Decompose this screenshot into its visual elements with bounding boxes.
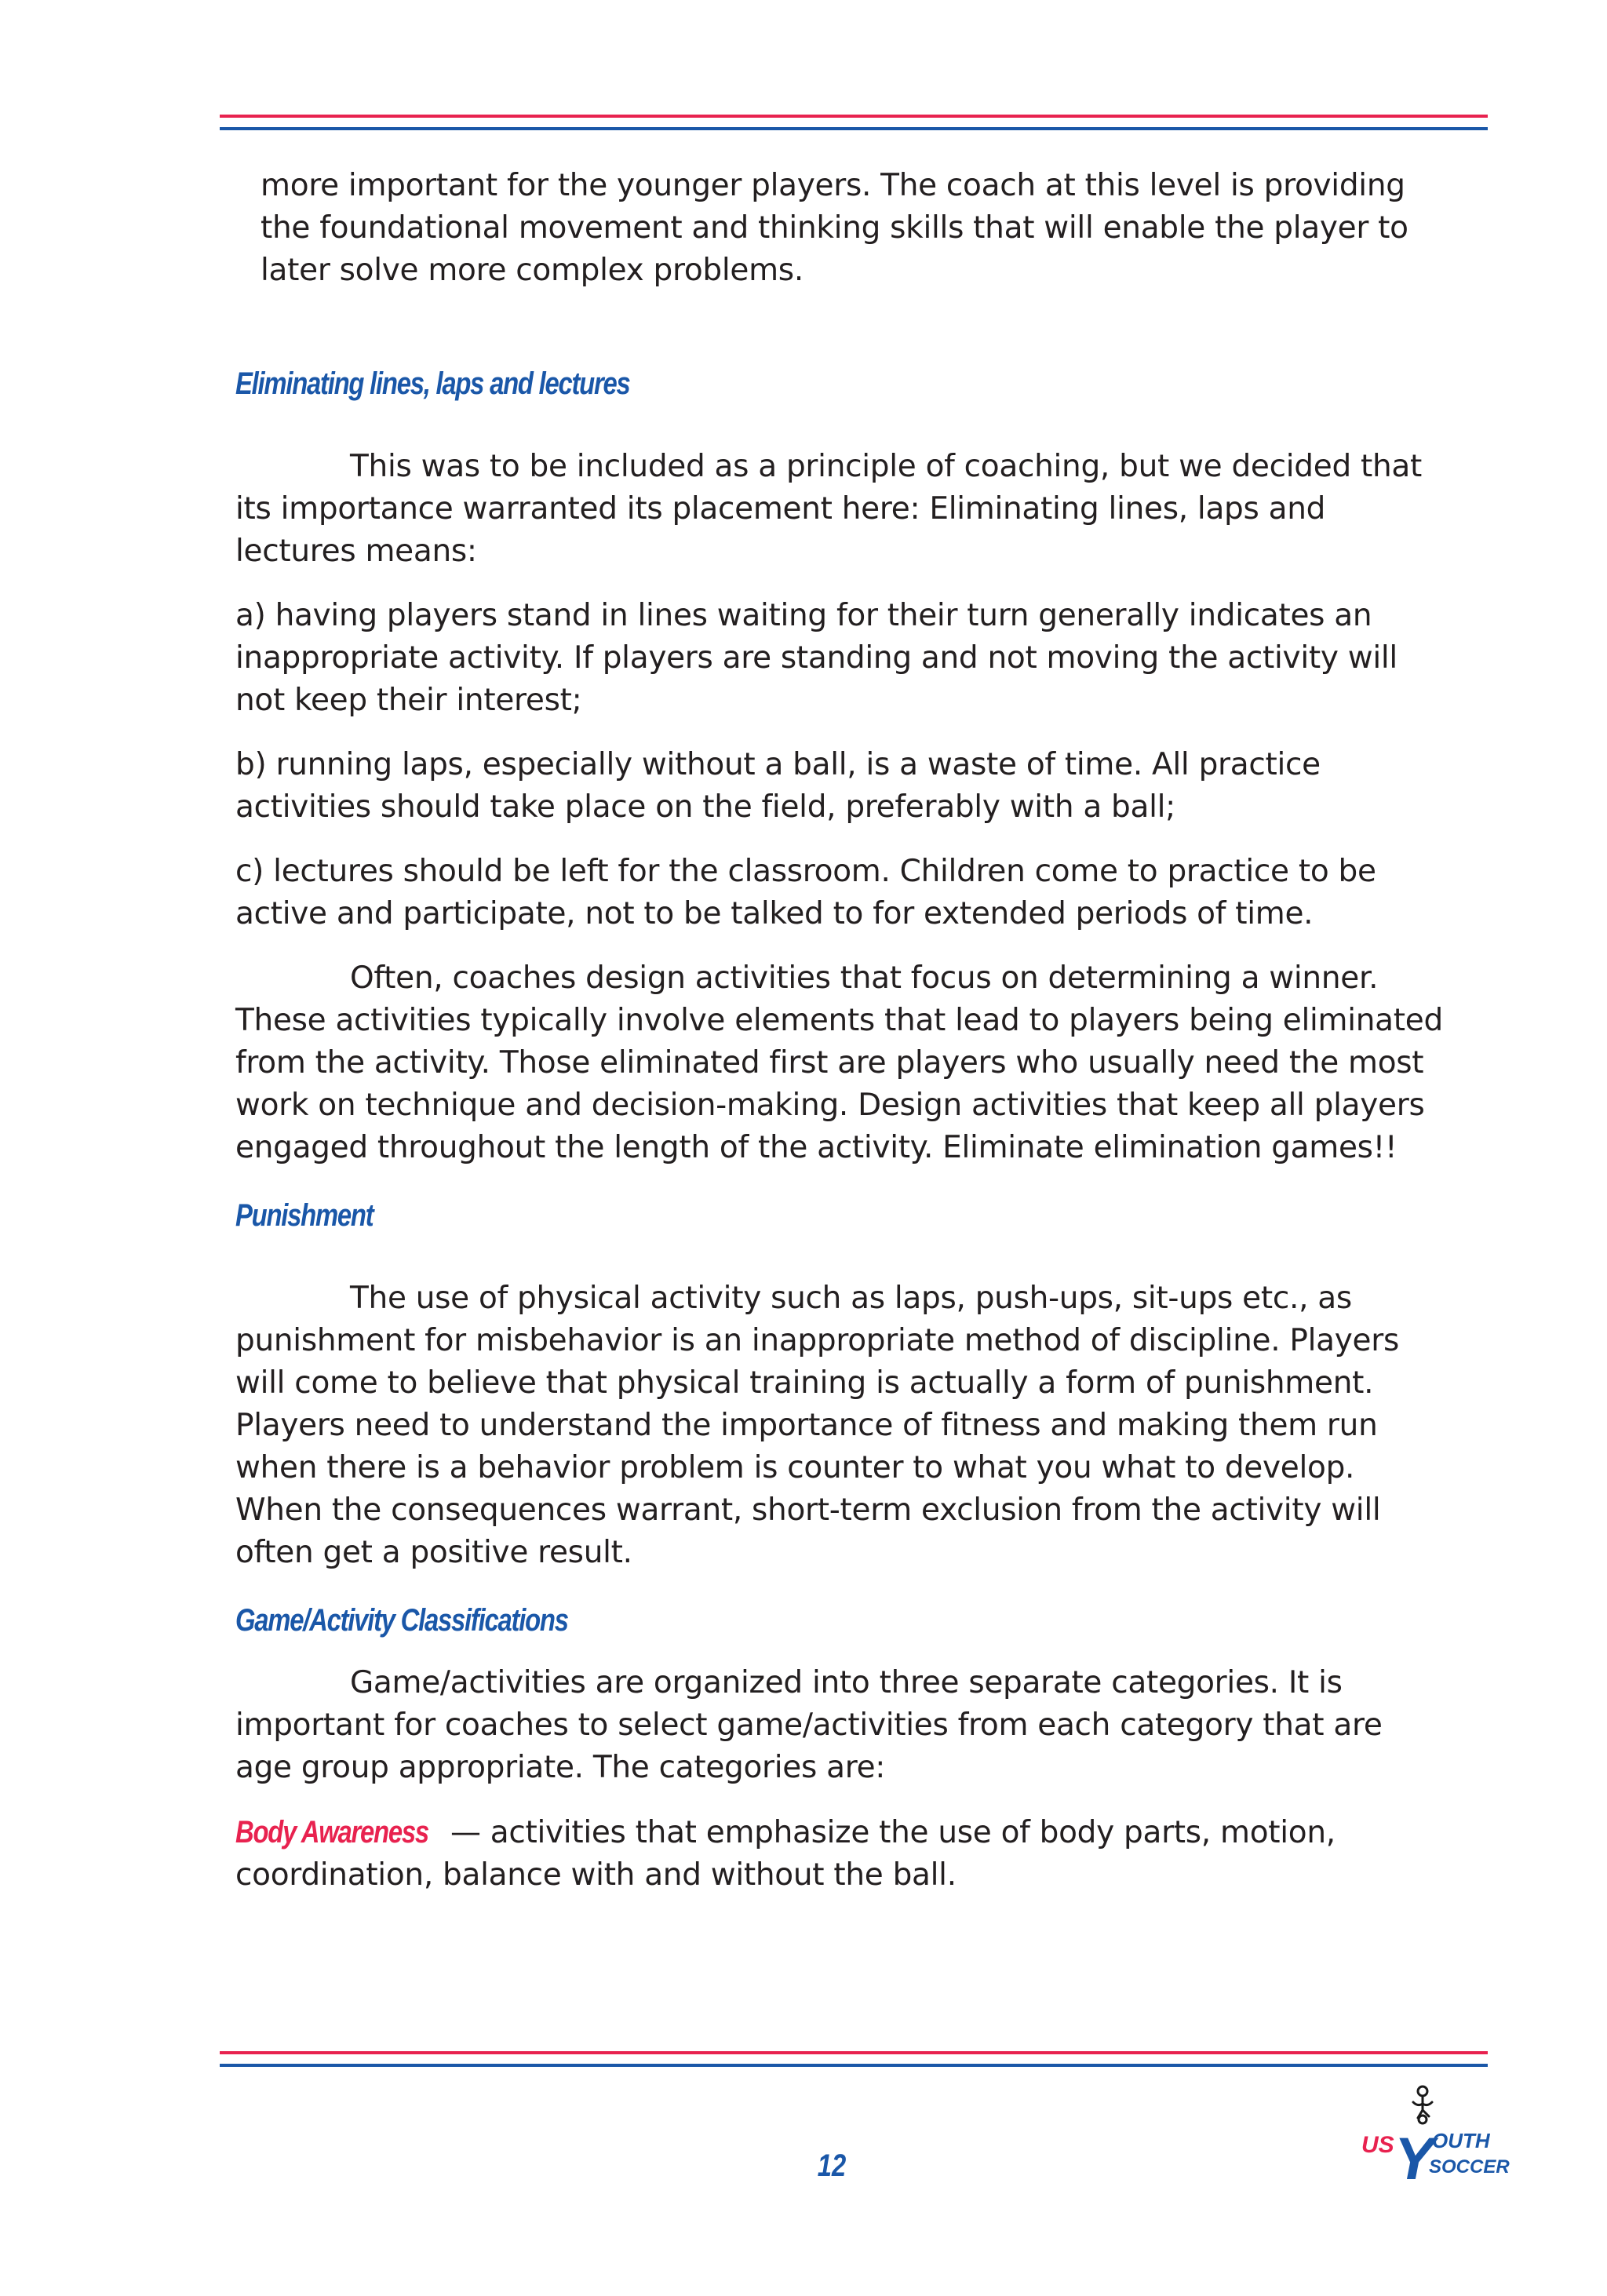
category-term: Body Awareness [235, 1815, 428, 1850]
section1-paragraph-2: Often, coaches design activities that focus on determining a winner. These activities typically involve elements that lead to players being eliminated from the activity. Those eliminated first are players who usually need the most work on technique and decision-making. Design activities that keep all players engaged throughout the length of the activity. Eliminate elimination games!! [235, 960, 1443, 1165]
section-heading-lines-laps-lectures: Eliminating lines, laps and lectures [235, 366, 630, 401]
category-definition: — activities that emphasize the use of body parts, motion, coordination, balance with and without the ball. [235, 1815, 1336, 1893]
section3-paragraph-1: Game/activities are organized into three separate categories. It is important for coaches to select game/activities from each category that are age group appropriate. The categories are: [235, 1665, 1383, 1785]
section1-item-c: c) lectures should be left for the classroom. Children come to practice to be active and participate, not to be talked to for extended periods of time. [235, 854, 1376, 931]
page-content [235, 165, 1444, 1897]
us-youth-soccer-logo [1354, 2083, 1510, 2201]
section-heading-punishment: Punishment [235, 1198, 374, 1233]
top-rule-blue [220, 127, 1488, 130]
page-number: 12 [817, 2148, 847, 2183]
section1-item-a: a) having players stand in lines waiting for their turn generally indicates an inappropriate activity. If players are standing and not moving the activity will not keep their interest; [235, 598, 1397, 718]
bottom-rule-red [220, 2051, 1488, 2054]
section1-paragraph-1: This was to be included as a principle of coaching, but we decided that its importance warranted its placement here: Eliminating lines, laps and lectures means: [235, 449, 1423, 569]
category-body-awareness [235, 1811, 1444, 1897]
top-rule-red [220, 115, 1488, 118]
intro-paragraph: more important for the younger players. The coach at this level is providing the foundational movement and thinking skills that will enable the player to later solve more complex problems. [261, 168, 1408, 288]
logo-text-soccer: SOCCER [1429, 2156, 1510, 2178]
logo-text-us: US [1361, 2132, 1394, 2158]
logo-text-youth: OUTH [1432, 2129, 1490, 2152]
section-heading-game-activity-classifications: Game/Activity Classifications [235, 1603, 568, 1638]
section2-paragraph-1: The use of physical activity such as laps, push-ups, sit-ups etc., as punishment for misbehavior is an inappropriate method of discipline. Players will come to believe that physical training is actually a form of punishment. Players need to understand the importance of fitness and making them run when there is a behavior problem is counter to what you what to develop. When the consequences warrant, short-term exclusion from the activity will often get a positive result. [235, 1281, 1399, 1570]
section1-item-b: b) running laps, especially without a ball, is a waste of time. All practice activities should take place on the field, preferably with a ball; [235, 747, 1321, 825]
bottom-rule-blue [220, 2064, 1488, 2067]
player-figure-icon [1413, 2086, 1432, 2123]
logo-letter-y: Y [1394, 2126, 1434, 2192]
